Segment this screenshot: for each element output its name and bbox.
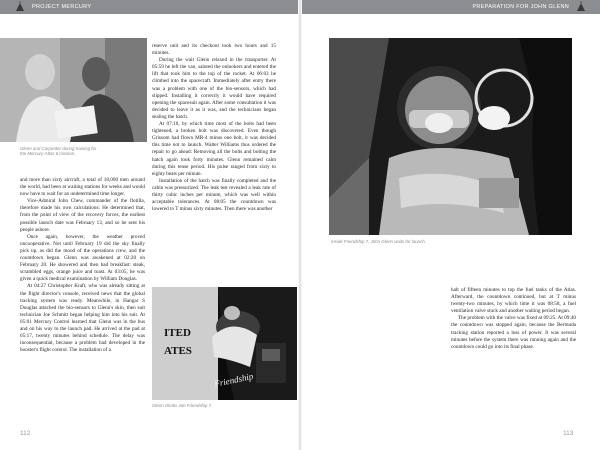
paragraph: Once again, however, the weather proved uncooperative. Not until February 19 did the sky finally pick up, as did the mood of the operations crew, and the countdown began. Glenn was awakened at 02:20 on February 20. He showered and then had breakfast: steak, scrambled eggs, orange juice and toast. At 03:05, he was given a quick medical examination by William Douglas. (20, 233, 145, 283)
inside-capsule-caption: Inside Friendship 7, John Glenn waits for launch. (331, 239, 426, 244)
paragraph: reserve unit and its checkout took two hours and 15 minutes. (152, 43, 276, 57)
paragraph: At 04:27 Christopher Kraft, who was already sitting at the flight director's console, received news that the global tracking system was ready. Meanwhile, in Hangar S Douglas attached the bio-sensors to Glenn's skin, then suit technician Joe Schmitt began helping him into his suit. At 05:01 Mercury Control learned that Glenn was in the bus and on his way to the launch pad. He arrived at the pad at 05:17, twenty minutes behind schedule. The delay was inconsequential, because a problem had developed in the booster's flight control. The installation of a (20, 283, 145, 354)
page-number-left: 112 (20, 430, 31, 437)
capsule-lettering-2: ATES (164, 345, 192, 357)
boarding-friendship7-photo (152, 287, 297, 400)
paragraph: During the wait Glenn relaxed in the transporter. At 05:59 he left the van, saluted the onlookers and entered the lift that took him to the top of the rocket. At 06:03 he climbed into the spacecraft. Immediately after entry there was a problem with one of the bio-sensors, which had slipped. Installing it correctly it would have required opening the spacesuit again. After some consultation it was decided to leave it as it was, and the technicians began sealing the hatch. (152, 57, 276, 120)
paragraph: The problem with the valve was fixed at 09:25. At 09:40 the countdown was stopped again, because the Bermuda tracking station reported a loss of power. It was several minutes before the system there was running again and the countdown could go into its final phase. (451, 315, 576, 350)
left-page-column-2 (152, 43, 276, 213)
right-page-title: PREPARATION FOR JOHN GLENN (472, 4, 569, 10)
paragraph: At 07:10, by which time most of the bolts had been tightened, a broken bolt was discovered. Even though Grissom had flown MR-4 minus one bolt, it was decided this time not to launch. Walter Williams thus ordered the repair to go ahead: Removing all the bolts and bolting the hatch again took forty minutes. Glenn remained calm during this tense period. His pulse ranged from sixty to eighty beats per minute. (152, 121, 276, 177)
left-page-title: PROJECT MERCURY (32, 4, 92, 10)
book-gutter (298, 0, 302, 450)
capsule-signature: Friendship (213, 371, 255, 389)
paragraph: halt of fifteen minutes to top the fuel tanks of the Atlas. Afterward, the countdown continued, but at T minus twenty-two minutes, by which time it was 08:58, a fuel ventilation valve stuck and another waiting period began. (451, 287, 576, 315)
right-page-column (451, 287, 576, 351)
paragraph: and more than sixty aircraft, a total of 18,000 men around the world, had been at waiting stations for weeks and would now have to wait for an undetermined time longer. (20, 177, 145, 198)
right-page-header (302, 0, 600, 14)
page-number-right: 113 (563, 430, 574, 437)
glenn-carpenter-caption: Glenn and Carpenter during training for the Mercury-Atlas 6 mission. (20, 146, 97, 157)
mercury-capsule-icon (14, 1, 26, 13)
left-page-header (0, 0, 298, 14)
glenn-carpenter-photo (0, 38, 147, 142)
mercury-capsule-icon (575, 1, 587, 13)
inside-capsule-photo (329, 38, 572, 235)
capsule-lettering-1: ITED (164, 327, 191, 339)
boarding-caption: Glenn climbs into Friendship 7. (152, 403, 213, 408)
paragraph: Vice-Admiral John Chew, commander of the flotilla, therefore made his own calculations: He determined that, from the point of view of the recovery forces, the earliest possible launch date was February 13, and so he sent his people ashore. (20, 198, 145, 233)
left-page-column-1 (20, 177, 145, 354)
paragraph: Installation of the hatch was finally completed and the cabin was pressurized. The leak test revealed a leak rate of thirty cubic inches per minute, which was well within acceptable tolerances. At 08:05 the countdown was lowered to T minus sixty minutes. Then there was another (152, 177, 276, 213)
